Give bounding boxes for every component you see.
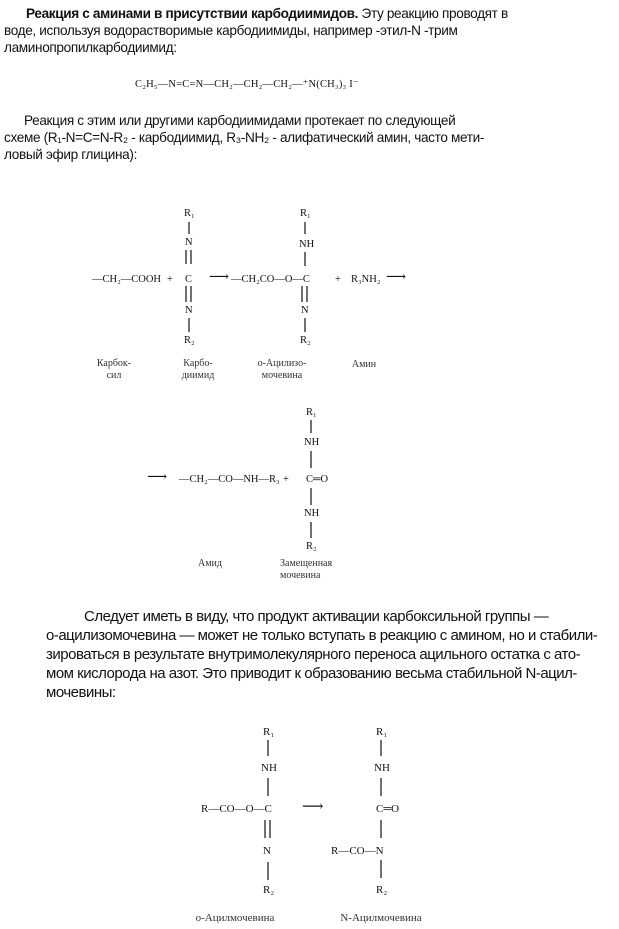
amide-product: —CH₂—CO—NH—R₃ [179,474,280,485]
carboxyl-group: —CH₂—COOH [92,274,161,285]
label-substituted-urea: Замещенная мочевина [280,558,333,581]
label-acylisourea: о-Ацилизо- мочевина [257,358,307,381]
para3-line-3: зироваться в результате внутримолекулярного переноса ацильного остатка с ато- [46,646,581,663]
right-carbonyl: C═O [376,803,400,815]
para2-line-1: Реакция с этим или другими карбодиимидами протекает по следующей [24,113,456,128]
label-o-acylurea: о-Ацилмочевина [195,912,275,924]
left-n: N [263,845,271,857]
acylisourea-nh: NH [299,239,315,250]
carbodiimide-r2: R₂ [184,335,195,346]
plus-sign-3: + [283,474,289,485]
reaction-arrow-1: ⟶ [209,270,230,285]
para3-line-1: Следует иметь в виду, что продукт активации карбоксильной группы — [84,608,549,625]
left-nh: NH [261,762,277,774]
reaction-arrow-4: ⟶ [302,799,324,815]
reaction-arrow-2: ⟶ [386,270,407,285]
intro-line-2: воде, используя водорастворимые карбодиимиды, например -этил-N -трим [4,23,458,38]
amine-reagent: R₃NH₂ [351,274,381,285]
left-r1: R₁ [263,726,275,738]
right-rcon: R—CO—N [331,845,384,857]
plus-sign-2: + [335,274,341,285]
left-main: R—CO—O—C [201,803,272,815]
right-nh: NH [374,762,390,774]
carbodiimide-r1: R₁ [184,208,195,219]
intro-line-3: ламинопропилкарбодиимид: [4,40,177,55]
carbodiimide-formula: C₂H₅—N=C=N—CH₂—CH₂—CH₂—⁺N(CH₃)₃ I⁻ [135,79,359,90]
para3-line-4: мом кислорода на азот. Это приводит к образованию весьма стабильной N-ацил- [46,665,577,682]
acylisourea-r1: R₁ [300,208,311,219]
para2-line-3: ловый эфир глицина): [4,147,137,162]
label-n-acylurea: N-Ацилмочевина [340,912,422,924]
acylisourea-main: —CH₂CO—O—C [231,274,310,285]
carbodiimide-n-top: N [185,237,193,248]
acylisourea-r2: R₂ [300,335,311,346]
urea-r1: R₁ [306,407,317,418]
para3-line-5: мочевины: [46,684,116,701]
carbodiimide-c: C [185,274,193,285]
intro-lead: Реакция с аминами в присутствии карбодиимидов. [26,6,359,21]
plus-sign-1: + [167,274,173,285]
right-r1: R₁ [376,726,388,738]
reaction-arrow-3: ⟶ [147,470,168,485]
left-r2: R₂ [263,884,275,896]
para2-line-2: схеме (R₁-N=C=N-R₂ - карбодиимид, R₃-NH₂ - алифатический амин, часто мети- [4,130,485,145]
label-carboxyl: Карбок- сил [96,358,132,381]
urea-carbonyl: C═O [306,474,329,485]
label-carbodiimide: Карбо- диимид [181,358,215,381]
label-amide: Амид [198,558,222,569]
label-amine: Амин [351,359,377,370]
right-r2: R₂ [376,884,388,896]
acylisourea-n: N [301,305,309,316]
urea-nh-top: NH [304,437,320,448]
para3-line-2: о-ацилизомочевина — может не только вступать в реакцию с амином, но и стабили- [46,627,598,644]
carbodiimide-n-bottom: N [185,305,193,316]
intro-line1-rest: Эту реакцию проводят в [358,6,508,21]
urea-nh-bottom: NH [304,508,320,519]
urea-r2: R₂ [306,541,317,552]
